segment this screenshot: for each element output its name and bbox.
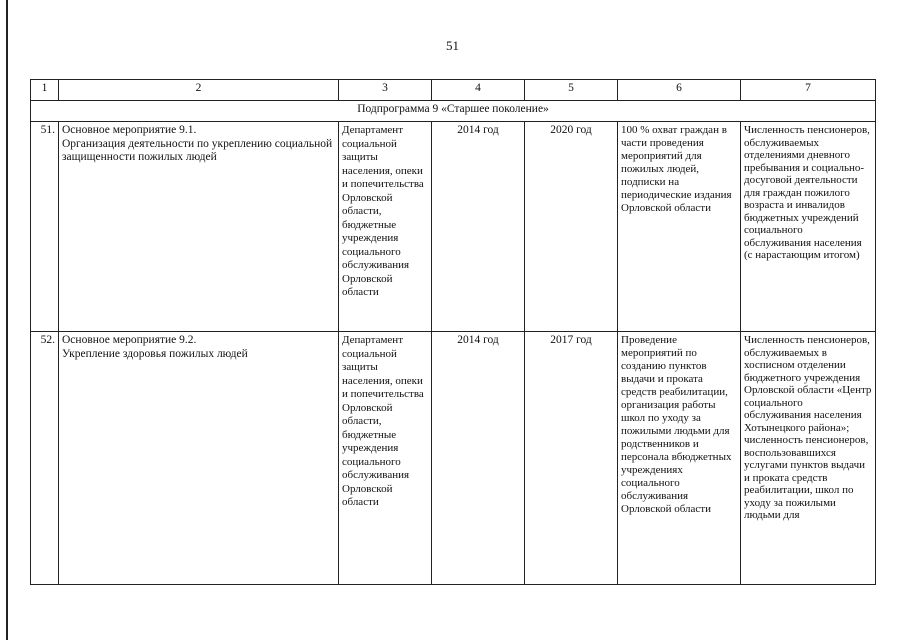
program-table: [30, 79, 876, 585]
indicator: Численность пенсионеров, обслуживаемых в хосписном отделении бюджетного учреждения Орловской области «Центр социального обслуживания населения Хотынецкого района»; численность пенсионеров, воспользовавшихся услугами пунктов выдачи и проката средств реабилитации, школ по уходу за пожилыми людьми для: [741, 332, 876, 585]
indicator: Численность пенсионеров, обслуживаемых отделениями дневного пребывания и социально-досуговой деятельности для граждан пожилого возраста и инвалидов бюджетных учреждений социального обслуживания населения (с нарастающим итогом): [741, 122, 876, 332]
subprogram-title: Подпрограмма 9 «Старшее поколение»: [31, 101, 876, 122]
column-header: 3: [339, 80, 432, 101]
column-header: 7: [741, 80, 876, 101]
column-header: 4: [432, 80, 525, 101]
row-number: 51.: [31, 122, 59, 332]
column-header: 5: [525, 80, 618, 101]
end-year: 2017 год: [525, 332, 618, 585]
event-name: Основное мероприятие 9.2. Укрепление здоровья пожилых людей: [59, 332, 339, 585]
end-year: 2020 год: [525, 122, 618, 332]
start-year: 2014 год: [432, 332, 525, 585]
column-number-row: [31, 80, 876, 101]
page-margin-line: [6, 0, 8, 640]
column-header: 6: [618, 80, 741, 101]
column-header: 2: [59, 80, 339, 101]
executor: Департамент социальной защиты населения, опеки и попечительства Орловской области, бюджетные учреждения социального обслуживания Орловской области: [339, 332, 432, 585]
page-number: 51: [446, 38, 459, 53]
expected-result: Проведение мероприятий по созданию пунктов выдачи и проката средств реабилитации, организация работы школ по уходу за пожилыми людьми для родственников и персонала вбюджетных учреждениях социального обслуживания Орловской области: [618, 332, 741, 585]
table-row: [31, 122, 876, 332]
subprogram-row: [31, 101, 876, 122]
expected-result: 100 % охват граждан в части проведения мероприятий для пожилых людей, подписки на периодические издания Орловской области: [618, 122, 741, 332]
row-number: 52.: [31, 332, 59, 585]
event-name: Основное мероприятие 9.1. Организация деятельности по укреплению социальной защищенности пожилых людей: [59, 122, 339, 332]
start-year: 2014 год: [432, 122, 525, 332]
column-header: 1: [31, 80, 59, 101]
executor: Департамент социальной защиты населения, опеки и попечительства Орловской области, бюджетные учреждения социального обслуживания Орловской области: [339, 122, 432, 332]
table-row: [31, 332, 876, 585]
